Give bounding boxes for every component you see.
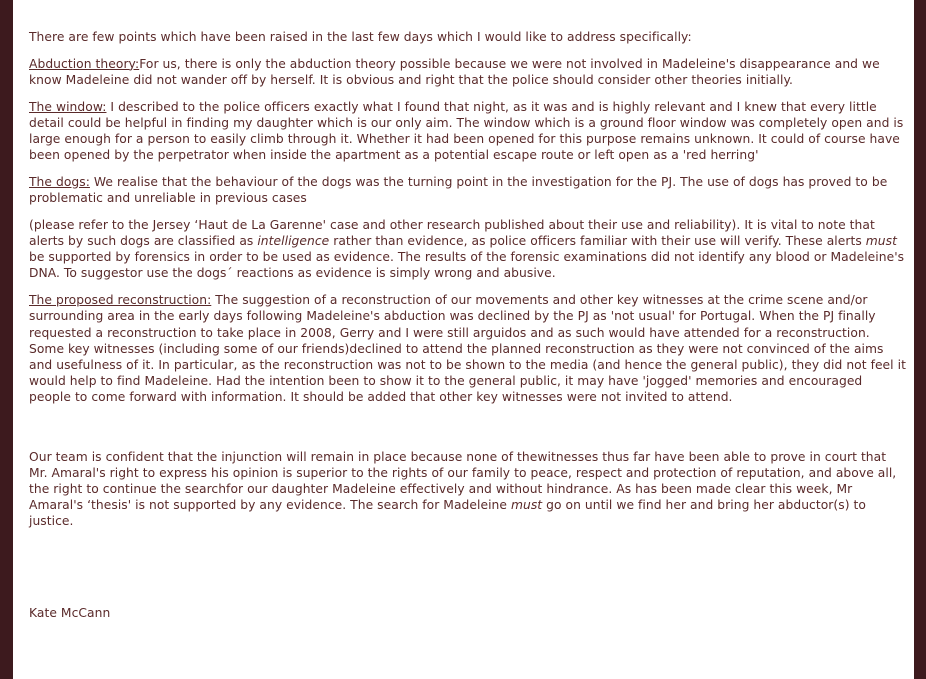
dogs-cont-text-2: rather than evidence, as police officers familiar with their use will verify. These alerts <box>329 234 866 249</box>
intro-paragraph: There are few points which have been raised in the last few days which I would like to address specifically: <box>29 30 692 44</box>
window-text: I described to the police officers exactly what I found that night, as it was and is highly relevant and I knew that every little detail could be helpful in finding my daughter which is our only aim. The window which is a ground floor window was completely open and is large enough for a person to easily climb through it. Whether it had been opened for this purpose remains unknown. It could of course have been opened by the perpetrator when inside the apartment as a potential escape route or left open as a 'red herring' <box>29 99 904 163</box>
abduction-paragraph <box>29 56 907 88</box>
reconstruction-text: The suggestion of a reconstruction of our movements and other key witnesses at the crime scene and/or surrounding area in the early days following Madeleine's abduction was declined by the PJ as 'not usual' for Portugal. When the PJ finally requested a reconstruction to take place in 2008, Gerry and I were still arguidos and as such would have attended for a reconstruction. Some key witnesses (including some of our friends)declined to attend the planned reconstruction as they were not convinced of the aims and usefulness of it. In particular, as the reconstruction was not to be shown to the media (and hence the general public), they did not feel it would help to find Madeleine. Had the intention been to show it to the general public, it may have 'jogged' memories and encouraged people to come forward with information. It should be added that other key witnesses were not invited to attend. <box>29 293 906 405</box>
closing-paragraph <box>29 449 907 530</box>
closing-text-1: Our team is confident that the injunction will remain in place because none of thewitnesses thus far have been able to prove in court that Mr. Amaral's right to express his opinion is superior to the rights of our family to peace, respect and protection of reputation, and above all, the right to continue the searchfor our daughter Madeleine effectively and without hindrance. As has been made clear this week, Mr Amaral's ‘thesis' is not supported by any evidence. The search for Madeleine <box>29 449 897 513</box>
abduction-text: For us, there is only the abduction theory possible because we were not involved in Madeleine's disappearance and we know Madeleine did not wander off by herself. It is obvious and right that the police should consider other theories initially. <box>29 56 880 87</box>
window-heading: The window: <box>29 99 107 114</box>
document-page <box>13 0 914 679</box>
dogs-continuation-paragraph <box>29 217 907 282</box>
signature: Kate McCann <box>29 605 111 620</box>
abduction-heading: Abduction theory: <box>29 56 140 71</box>
closing-emphasis: must <box>510 498 543 513</box>
dogs-cont-text-1: (please refer to the Jersey ‘Haut de La Garenne' case and other research published about their use and reliability). It is vital to note that alerts by such dogs are classified as <box>29 217 875 249</box>
dogs-cont-emphasis-2: must <box>865 234 897 249</box>
dogs-cont-emphasis-1: intelligence <box>257 234 330 249</box>
dogs-text: We realise that the behaviour of the dogs was the turning point in the investigation for the PJ. The use of dogs has proved to be problematic and unreliable in previous cases <box>29 174 888 206</box>
closing-text-2: go on until we find her and bring her abductor(s) to justice. <box>29 498 866 529</box>
letter-body <box>29 29 907 621</box>
dogs-cont-text-3: be supported by forensics in order to be used as evidence. The results of the forensic examinations did not identify any blood or Madeleine's DNA. To suggestor use the dogs´ reactions as evidence is simply wrong and abusive. <box>29 250 905 281</box>
dogs-heading: The dogs: <box>29 174 90 189</box>
reconstruction-heading: The proposed reconstruction: <box>29 293 212 308</box>
dogs-paragraph <box>29 174 907 206</box>
reconstruction-paragraph <box>29 292 907 405</box>
window-paragraph <box>29 99 907 164</box>
